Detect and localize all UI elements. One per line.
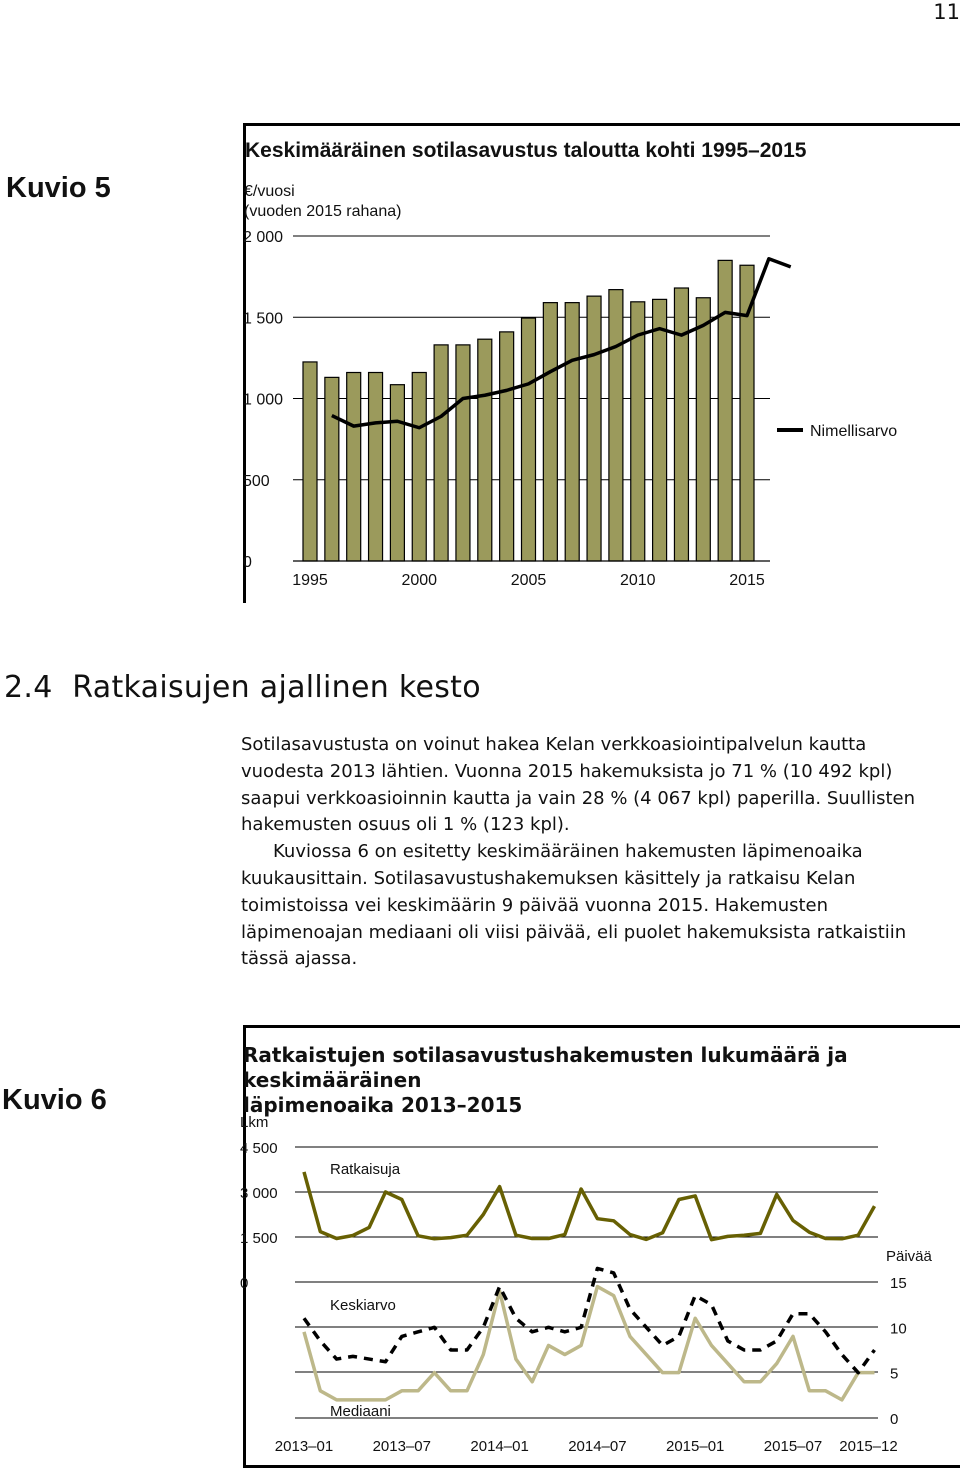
figure5-bar	[565, 303, 579, 561]
figure6-right-tick-label: 10	[890, 1320, 907, 1338]
figure5-bar	[325, 377, 339, 561]
figure6-right-unit: Päivää	[886, 1248, 932, 1265]
figure6-x-tick-label: 2015–01	[665, 1438, 725, 1455]
figure5-bar	[696, 298, 710, 561]
section-paragraph-1: Sotilasavustusta on voinut hakea Kelan verkkoasiointipalvelun kautta vuodesta 2013 lähtien. Vuonna 2015 hakemuksista jo 71 % (10 492 kpl) saapui verkkoasioinnin kautta ja vain 28 % (4 067 kpl) paperilla. Suullisten hakemusten osuus oli 1 % (123 kpl).	[241, 734, 916, 836]
section-heading: 2.4 Ratkaisujen ajallinen kesto	[4, 670, 481, 705]
figure5-bar	[674, 288, 688, 561]
figure5-bar	[478, 339, 492, 561]
page-number: 11	[933, 0, 960, 24]
figure6-title-line2: läpimenoaika 2013–2015	[243, 1093, 523, 1117]
figure5-bar	[653, 299, 667, 561]
figure5-bar	[347, 373, 361, 562]
figure5-bar	[740, 265, 754, 561]
figure5-bar	[631, 302, 645, 561]
figure6-left-tick-label: 0	[240, 1275, 249, 1292]
figure5-bar	[412, 373, 426, 562]
figure5-y-tick-label: 1 500	[243, 310, 284, 328]
figure6-chart	[0, 1100, 960, 1460]
figure6-x-tick-label: 2015–12	[839, 1438, 898, 1455]
figure6-left-unit: Lkm	[240, 1114, 269, 1131]
figure5-bar	[718, 260, 732, 561]
figure6-ratkaisuja-line	[304, 1172, 875, 1240]
figure5-y-tick-label: 500	[243, 472, 270, 490]
section-paragraph-2: Kuviossa 6 on esitetty keskimääräinen hakemusten läpimenoaika kuukausittain. Sotilasavustushakemuksen käsittely ja ratkaisu Kelan toimistoissa vei keskimäärin 9 päivää vuonna 2015. Hakemusten läpimenoajan mediaani oli viisi päivää, eli puolet hakemuksista ratkaistiin tässä ajassa.	[241, 841, 907, 970]
figure6-x-tick-label: 2015–07	[763, 1438, 823, 1455]
figure5-x-tick-label: 2015	[729, 572, 765, 589]
figure5-bar	[369, 373, 383, 562]
figure5-bar	[434, 345, 448, 561]
figure5-x-tick-label: 1995	[292, 572, 328, 589]
section-body	[241, 732, 941, 973]
figure6-right-tick-label: 0	[890, 1411, 899, 1428]
figure6-left-tick-label: 1 500	[240, 1230, 278, 1247]
figure5-y-unit-line1: €/vuosi	[244, 183, 295, 200]
figure6-x-tick-label: 2014–01	[470, 1438, 529, 1455]
figure6-label-mediaani: Mediaani	[330, 1403, 391, 1420]
figure6-x-tick-label: 2013–01	[274, 1438, 334, 1455]
figure6-right-tick-label: 15	[890, 1275, 907, 1292]
figure5-label: Kuvio 5	[6, 172, 111, 204]
figure5-x-tick-label: 2005	[510, 572, 547, 589]
figure5-bar	[543, 303, 557, 561]
figure5-bar	[456, 345, 470, 561]
figure6-label: Kuvio 6	[2, 1084, 107, 1116]
figure5-y-unit-line2: (vuoden 2015 rahana)	[244, 203, 402, 220]
figure5-y-tick-label: 0	[243, 554, 252, 571]
figure5-x-tick-label: 2010	[619, 572, 656, 589]
figure5-x-tick-label: 2000	[401, 572, 438, 589]
figure5-bar	[587, 296, 601, 561]
figure6-frame-bottom-line	[243, 1465, 960, 1468]
figure6-left-tick-label: 3 000	[240, 1185, 278, 1202]
figure5-y-tick-label: 1 000	[243, 391, 284, 409]
figure6-label-keskiarvo: Keskiarvo	[330, 1297, 396, 1314]
figure6-x-tick-label: 2014–07	[568, 1438, 627, 1455]
figure5-legend-label: Nimellisarvo	[810, 423, 898, 440]
figure5-bar	[609, 290, 623, 561]
figure5-bar	[303, 362, 317, 561]
figure6-x-tick-label: 2013–07	[372, 1438, 432, 1455]
figure5-title: Keskimääräinen sotilasavustus taloutta kohti 1995–2015	[245, 139, 807, 162]
figure6-left-tick-label: 4 500	[240, 1140, 278, 1157]
figure6-label-ratkaisuja: Ratkaisuja	[330, 1161, 401, 1178]
figure5-bar	[522, 318, 536, 561]
figure5-bar	[390, 385, 404, 561]
figure5-bar	[500, 332, 514, 561]
figure5-y-tick-label: 2 000	[243, 229, 284, 246]
figure6-title-line1: Ratkaistujen sotilasavustushakemusten lukumäärä ja keskimääräinen	[243, 1043, 848, 1092]
figure6-frame-top-line	[243, 1025, 960, 1028]
figure5-chart	[0, 0, 960, 600]
figure6-right-tick-label: 5	[890, 1365, 899, 1383]
